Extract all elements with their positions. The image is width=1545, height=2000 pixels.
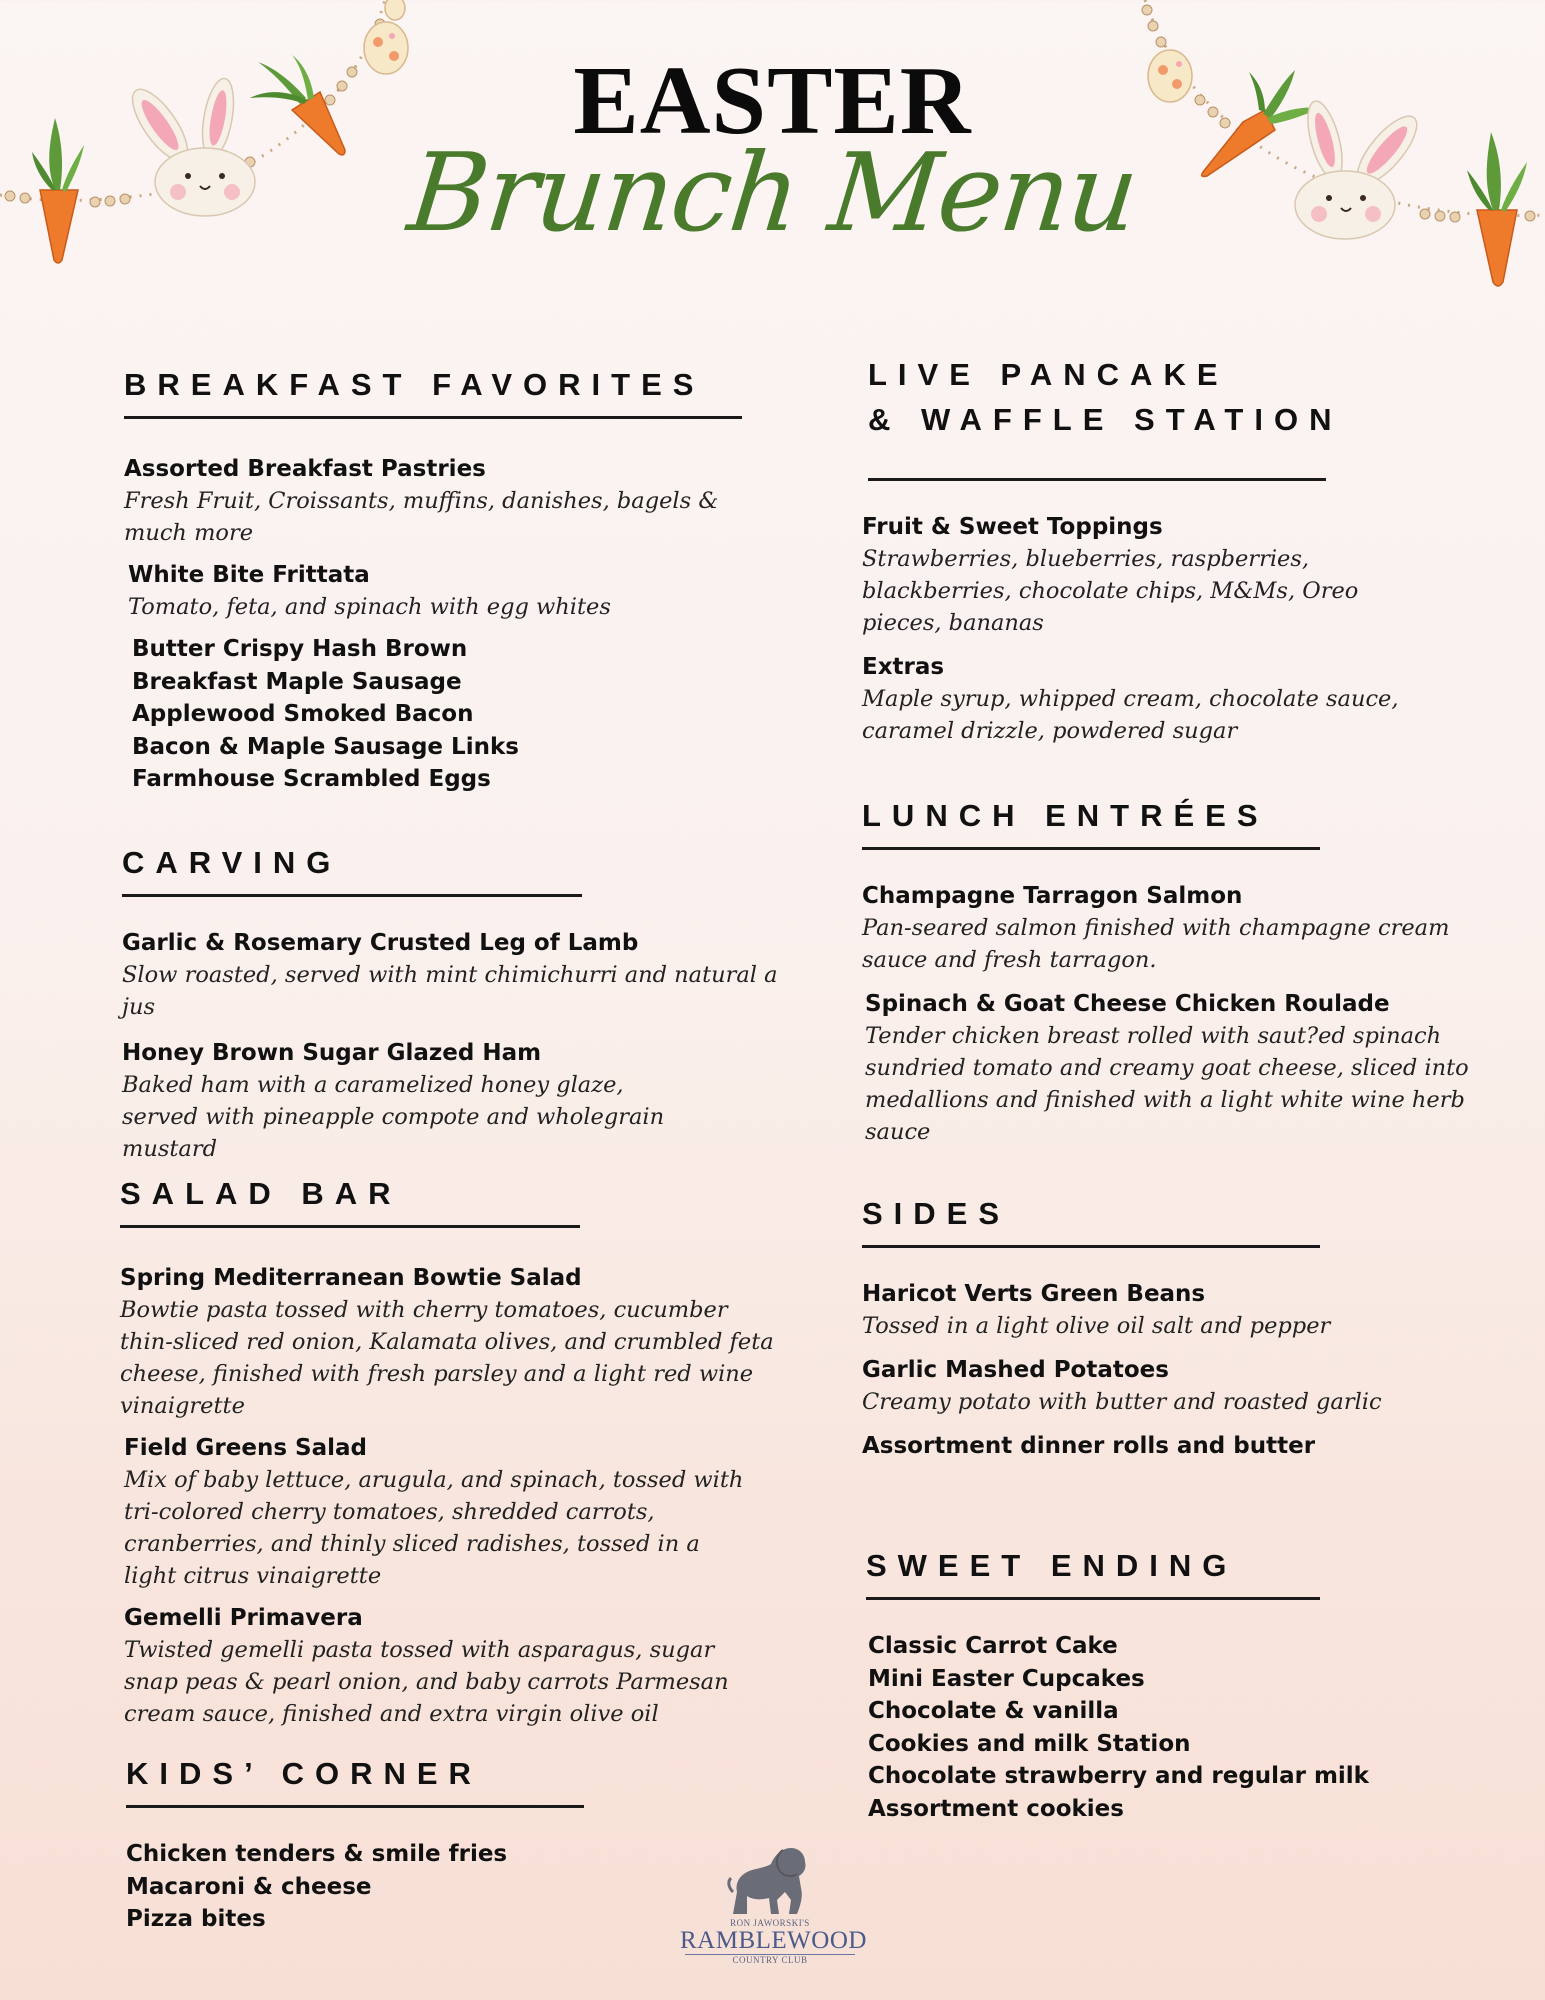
menu-item bbox=[122, 927, 782, 1023]
menu-item bbox=[120, 1602, 780, 1730]
section-pancake-waffle-station bbox=[862, 352, 1528, 757]
item-description: Strawberries, blueberries, raspberries, blackberries, chocolate chips, M&Ms, Oreo pieces, bananas bbox=[862, 546, 1359, 636]
item-name: Fruit & Sweet Toppings bbox=[862, 514, 1163, 540]
section-sides bbox=[862, 1191, 1522, 1463]
section-divider bbox=[124, 416, 742, 419]
section-divider bbox=[122, 894, 582, 897]
list-item: Pizza bites bbox=[126, 1906, 266, 1932]
ramblewood-logo bbox=[680, 1840, 867, 1965]
menu-item bbox=[122, 1037, 722, 1165]
item-list bbox=[866, 1630, 1526, 1825]
item-name: Garlic Mashed Potatoes bbox=[862, 1357, 1169, 1383]
list-item: Cookies and milk Station bbox=[868, 1730, 1191, 1757]
item-name: Assorted Breakfast Pastries bbox=[124, 456, 486, 482]
list-item: Assortment dinner rolls and butter bbox=[862, 1433, 1316, 1459]
item-name: Champagne Tarragon Salmon bbox=[862, 883, 1243, 909]
list-item: Bacon & Maple Sausage Links bbox=[132, 733, 519, 760]
section-divider bbox=[120, 1225, 580, 1228]
item-name: Spring Mediterranean Bowtie Salad bbox=[120, 1265, 582, 1291]
item-name: Honey Brown Sugar Glazed Ham bbox=[122, 1040, 542, 1066]
section-heading: SWEET ENDING bbox=[866, 1548, 1238, 1583]
item-description: Bowtie pasta tossed with cherry tomatoes, cucumber thin-sliced red onion, Kalamata olives, and crumbled feta cheese, finished with fresh parsley and a light red wine vinaigrette bbox=[120, 1297, 774, 1419]
list-item: Chocolate strawberry and regular milk bbox=[868, 1763, 1369, 1789]
menu-item bbox=[124, 559, 784, 623]
logo-name-text: RAMBLEWOOD bbox=[680, 1927, 867, 1954]
section-heading: SALAD BAR bbox=[120, 1176, 402, 1211]
list-item: Chocolate & vanilla bbox=[868, 1698, 1119, 1724]
menu-item bbox=[120, 1262, 780, 1422]
item-name: Haricot Verts Green Beans bbox=[862, 1281, 1206, 1307]
menu-item bbox=[862, 651, 1528, 747]
section-heading: KIDS’ CORNER bbox=[126, 1756, 482, 1791]
title-easter: EASTER bbox=[573, 47, 972, 155]
list-item: Breakfast Maple Sausage bbox=[132, 668, 462, 695]
item-list bbox=[124, 633, 784, 796]
menu-item bbox=[124, 453, 784, 549]
list-item: Macaroni & cheese bbox=[126, 1873, 372, 1900]
section-heading-line2: & WAFFLE STATION bbox=[868, 402, 1343, 437]
menu-item bbox=[862, 511, 1528, 639]
menu-item bbox=[862, 988, 1522, 1148]
item-description: Fresh Fruit, Croissants, muffins, danishes, bagels & much more bbox=[124, 488, 719, 546]
menu-item bbox=[862, 1354, 1522, 1418]
item-description: Maple syrup, whipped cream, chocolate sauce, caramel drizzle, powdered sugar bbox=[862, 686, 1399, 744]
lion-icon bbox=[725, 1840, 815, 1918]
menu-item bbox=[120, 1432, 780, 1592]
item-description: Pan-seared salmon finished with champagne cream sauce and fresh tarragon. bbox=[862, 915, 1450, 973]
section-heading: LUNCH ENTRÉES bbox=[862, 798, 1269, 833]
title-brunch-menu: Brunch Menu bbox=[402, 131, 1143, 256]
item-name: Spinach & Goat Cheese Chicken Roulade bbox=[865, 991, 1390, 1017]
logo-club-text: COUNTRY CLUB bbox=[732, 1955, 808, 1965]
list-item: Butter Crispy Hash Brown bbox=[132, 636, 468, 662]
list-item: Classic Carrot Cake bbox=[868, 1633, 1118, 1659]
item-name: White Bite Frittata bbox=[128, 562, 370, 588]
item-description: Slow roasted, served with mint chimichurri and natural a jus bbox=[122, 962, 778, 1020]
section-carving bbox=[122, 840, 782, 1175]
item-description: Mix of baby lettuce, arugula, and spinach, tossed with tri-colored cherry tomatoes, shredded carrots, cranberries, and thinly sliced radishes, tossed in a light citrus vinaigrette bbox=[124, 1467, 744, 1589]
section-sweet-ending bbox=[866, 1543, 1526, 1825]
section-lunch-entrees bbox=[862, 793, 1522, 1158]
item-name: Field Greens Salad bbox=[124, 1435, 367, 1461]
section-divider bbox=[862, 1245, 1320, 1248]
menu-item bbox=[862, 880, 1522, 976]
section-heading: CARVING bbox=[122, 845, 342, 880]
section-divider bbox=[868, 478, 1326, 481]
section-salad-bar bbox=[120, 1171, 780, 1740]
list-item: Mini Easter Cupcakes bbox=[868, 1665, 1145, 1692]
item-description: Twisted gemelli pasta tossed with asparagus, sugar snap peas & pearl onion, and baby carrots Parmesan cream sauce, finished and extra virgin olive oil bbox=[124, 1637, 729, 1727]
menu-item bbox=[862, 1278, 1522, 1342]
item-name: Garlic & Rosemary Crusted Leg of Lamb bbox=[122, 930, 639, 956]
list-item: Assortment cookies bbox=[868, 1795, 1124, 1822]
logo-owner-text: RON JAWORSKI'S bbox=[730, 1918, 810, 1928]
item-name: Gemelli Primavera bbox=[124, 1605, 363, 1631]
section-divider bbox=[126, 1805, 584, 1808]
section-breakfast-favorites bbox=[124, 362, 784, 796]
item-description: Tossed in a light olive oil salt and pepper bbox=[862, 1313, 1331, 1339]
list-item: Chicken tenders & smile fries bbox=[126, 1841, 508, 1867]
item-description: Tender chicken breast rolled with saut?ed spinach sundried tomato and creamy goat cheese, sliced into medallions and finished with a light white wine herb sauce bbox=[865, 1023, 1469, 1145]
item-name: Extras bbox=[862, 654, 945, 680]
item-description: Creamy potato with butter and roasted garlic bbox=[862, 1389, 1382, 1415]
item-description: Tomato, feta, and spinach with egg whites bbox=[128, 594, 611, 620]
section-heading-line1: LIVE PANCAKE bbox=[868, 357, 1229, 392]
item-description: Baked ham with a caramelized honey glaze, served with pineapple compote and wholegrain mustard bbox=[122, 1072, 665, 1162]
section-divider bbox=[866, 1597, 1320, 1600]
section-heading: SIDES bbox=[862, 1196, 1011, 1231]
section-heading: BREAKFAST FAVORITES bbox=[124, 367, 705, 402]
section-divider bbox=[862, 847, 1320, 850]
list-item: Applewood Smoked Bacon bbox=[132, 701, 474, 727]
list-item: Farmhouse Scrambled Eggs bbox=[132, 766, 491, 792]
